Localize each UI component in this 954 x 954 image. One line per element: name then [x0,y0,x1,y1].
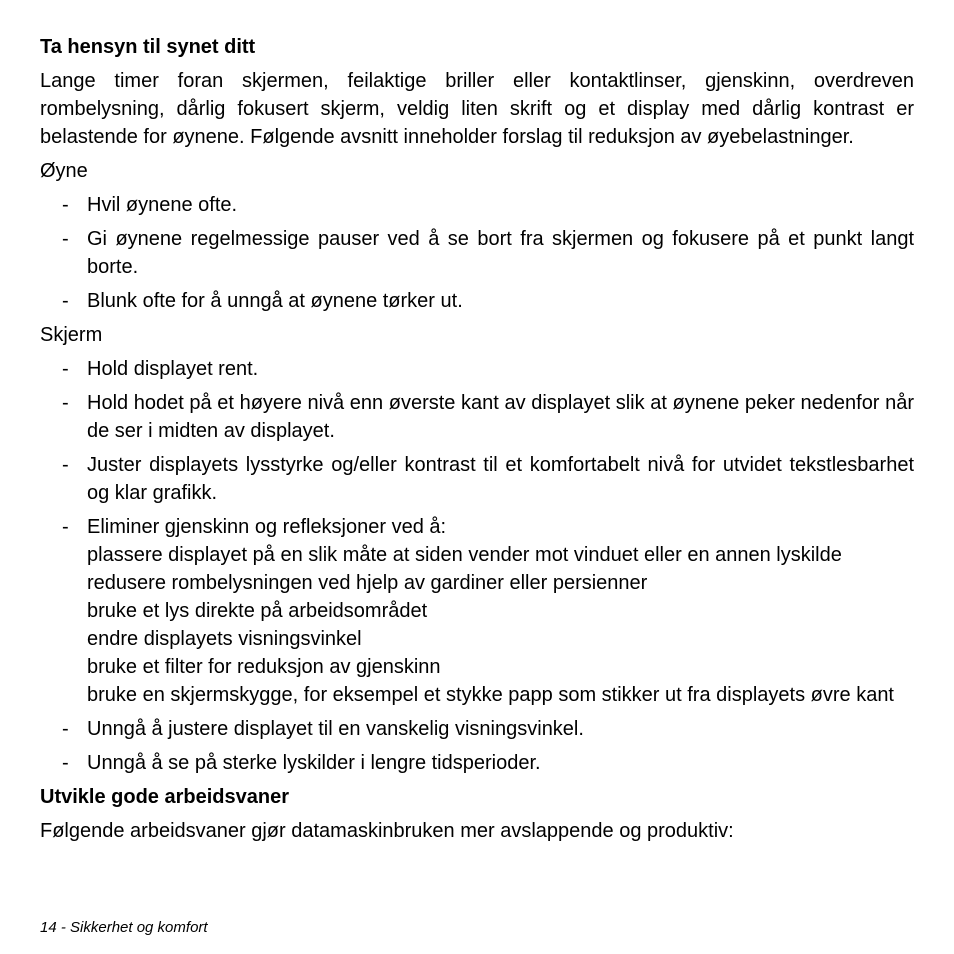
section-heading-eyesight: Ta hensyn til synet ditt [40,36,256,58]
list-item: - Hold hodet på et høyere nivå enn øverste kant av displayet slik at øynene peker nedenfor når de ser i midten av displayet. [62,392,914,442]
glare-subline: plassere displayet på en slik måte at siden vender mot vinduet eller en annen lyskilde [87,544,842,566]
list-item: - Juster displayets lysstyrke og/eller kontrast til et komfortabelt nivå for utvidet tekstlesbarhet og klar grafikk. [62,454,914,504]
list-item: - Hvil øynene ofte. [62,194,238,216]
eyes-list [40,191,914,315]
subheading-screen: Skjerm [40,324,103,346]
glare-subline: endre displayets visningsvinkel [87,628,362,650]
work-habits-intro: Følgende arbeidsvaner gjør datamaskinbruken mer avslappende og produktiv: [40,820,734,842]
glare-subline: bruke en skjermskygge, for eksempel et stykke papp som stikker ut fra displayets øvre kant [87,684,894,706]
glare-lead: Eliminer gjenskinn og refleksjoner ved å: [87,516,447,538]
glare-subline: bruke et lys direkte på arbeidsområdet [87,600,428,622]
list-item-glare: - Eliminer gjenskinn og refleksjoner ved å: plassere displayet på en slik måte at siden vender mot vinduet eller en annen lyskilde redusere rombelysningen ved hjelp av gardiner eller persienner bruke et lys direkte på arbeidsområdet endre displayets visningsvinkel bruke et filter for reduksjon av gjenskinn bruke en skjermskygge, for eksempel et stykke papp som stikker ut fra displayets øvre kant [40,513,914,709]
list-item: - Unngå å justere displayet til en vanskelig visningsvinkel. [62,718,584,740]
glare-subline: bruke et filter for reduksjon av gjenskinn [87,656,441,678]
list-item: - Gi øynene regelmessige pauser ved å se bort fra skjermen og fokusere på et punkt langt borte. [62,228,914,278]
page-content [40,33,914,851]
page-footer: 14 - Sikkerhet og komfort [40,919,208,936]
section-heading-work-habits: Utvikle gode arbeidsvaner [40,786,289,808]
screen-list [40,355,914,777]
intro-paragraph: Lange timer foran skjermen, feilaktige briller eller kontaktlinser, gjenskinn, overdreven rombelysning, dårlig fokusert skjerm, veldig liten skrift og et display med dårlig kontrast er belastende for øynene. Følgende avsnitt inneholder forslag til reduksjon av øyebelastninger. [40,70,914,148]
glare-subline: redusere rombelysningen ved hjelp av gardiner eller persienner [87,572,648,594]
subheading-eyes: Øyne [40,160,88,182]
list-item: - Blunk ofte for å unngå at øynene tørker ut. [62,290,463,312]
list-item: - Unngå å se på sterke lyskilder i lengre tidsperioder. [62,752,541,774]
list-item: - Hold displayet rent. [62,358,259,380]
